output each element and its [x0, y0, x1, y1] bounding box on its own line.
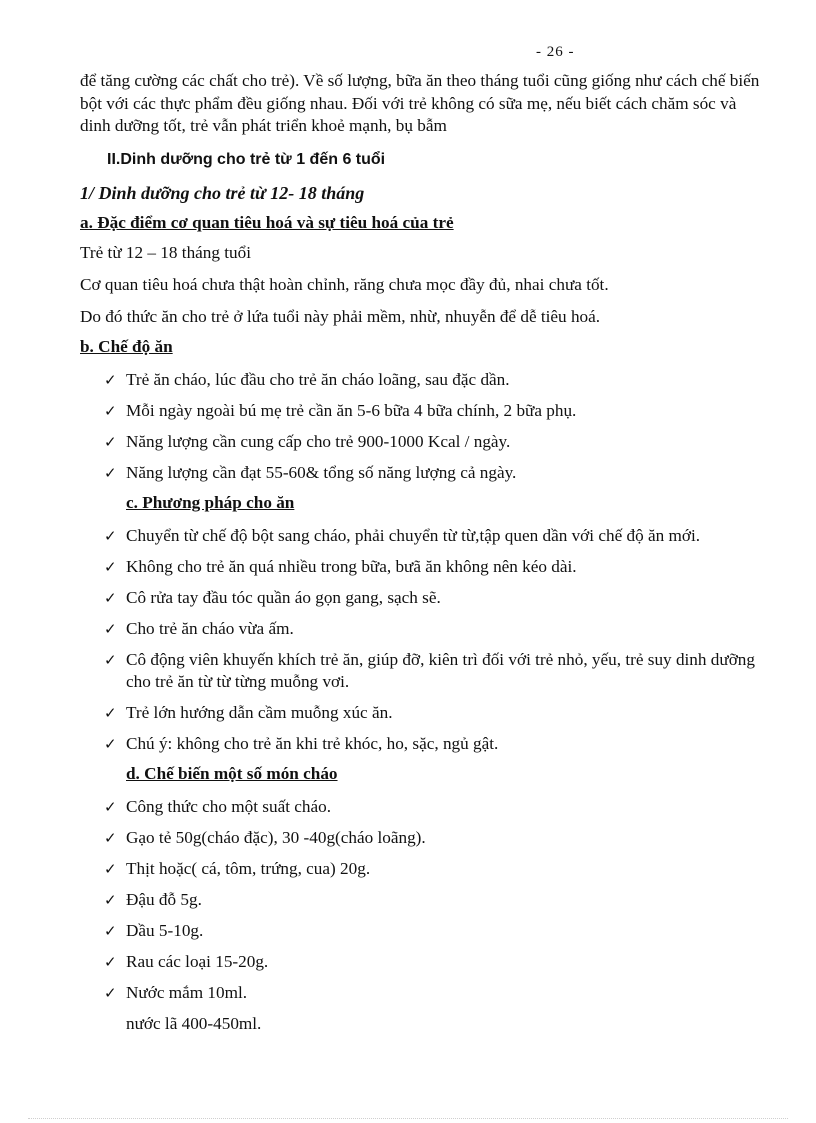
page-content: [80, 70, 770, 1035]
check-icon: ✓: [104, 828, 117, 847]
list-item: ✓ Cô rửa tay đầu tóc quần áo gọn gang, sạch sẽ.: [104, 587, 441, 607]
check-icon: ✓: [104, 734, 117, 753]
list-item: ✓ Thịt hoặc( cá, tôm, trứng, cua) 20g.: [104, 858, 371, 878]
part-a-line-3: Do đó thức ăn cho trẻ ở lứa tuổi này phải mềm, nhừ, nhuyễn để dễ tiêu hoá.: [80, 306, 601, 326]
list-item: ✓ Rau các loại 15-20g.: [104, 951, 269, 971]
part-b-list: [80, 369, 770, 484]
list-item: ✓ Trẻ lớn hướng dẫn cầm muỗng xúc ăn.: [104, 702, 393, 722]
check-icon: ✓: [104, 370, 117, 389]
list-item: ✓ Nước mắm 10ml.: [104, 982, 248, 1002]
check-icon: ✓: [104, 921, 117, 940]
list-item: ✓ Trẻ ăn cháo, lúc đầu cho trẻ ăn cháo loãng, sau đặc dần.: [104, 369, 510, 389]
section-title: II.Dinh dưỡng cho trẻ từ 1 đến 6 tuổi: [107, 150, 386, 168]
check-icon: ✓: [104, 463, 117, 482]
part-c-heading: c. Phương pháp cho ăn: [126, 492, 295, 512]
check-icon: ✓: [104, 650, 117, 669]
part-a-line-1: Trẻ từ 12 – 18 tháng tuổi: [80, 242, 252, 262]
part-c-list: [80, 525, 770, 755]
check-icon: ✓: [104, 952, 117, 971]
list-item: ✓ Không cho trẻ ăn quá nhiều trong bữa, bưã ăn không nên kéo dài.: [104, 556, 577, 576]
list-item: ✓ Cô động viên khuyến khích trẻ ăn, giúp đỡ, kiên trì đối với trẻ nhỏ, yếu, trẻ suy dinh dưỡng cho trẻ ăn từ từ từng muỗng vơi.: [104, 649, 755, 691]
subsection-title: 1/ Dinh dưỡng cho trẻ từ 12- 18 tháng: [80, 182, 365, 203]
list-item: ✓ Chuyển từ chế độ bột sang cháo, phải chuyển từ từ,tập quen dần với chế độ ăn mới.: [104, 525, 701, 545]
list-item: ✓ Chú ý: không cho trẻ ăn khi trẻ khóc, ho, sặc, ngủ gật.: [104, 733, 499, 753]
list-item: ✓ Mỗi ngày ngoài bú mẹ trẻ cần ăn 5-6 bữa 4 bữa chính, 2 bữa phụ.: [104, 400, 577, 420]
list-item: ✓ Năng lượng cần đạt 55-60& tổng số năng lượng cả ngày.: [104, 462, 517, 482]
part-d-heading: d. Chế biến một số món cháo: [126, 763, 338, 783]
part-a-line-2: Cơ quan tiêu hoá chưa thật hoàn chỉnh, răng chưa mọc đầy đủ, nhai chưa tốt.: [80, 274, 609, 294]
footer-divider: [28, 1118, 788, 1119]
part-b-heading: b. Chế độ ăn: [80, 336, 173, 356]
page-number: - 26 -: [536, 44, 575, 60]
intro-paragraph: để tăng cường các chất cho trẻ). Về số lượng, bữa ăn theo tháng tuổi cũng giống như cách chế biến bột với các thực phẩm đều giống nhau. Đối với trẻ không có sữa mẹ, nếu biết cách chăm sóc và dinh dưỡng tốt, trẻ vẫn phát triển khoẻ mạnh, bụ bẫm: [80, 71, 760, 135]
part-a-heading: a. Đặc điểm cơ quan tiêu hoá và sự tiêu hoá của trẻ: [80, 212, 454, 232]
check-icon: ✓: [104, 526, 117, 545]
list-item: ✓ Dầu 5-10g.: [104, 920, 204, 940]
list-item: ✓ Công thức cho một suất cháo.: [104, 796, 332, 816]
list-item: ✓ Năng lượng cần cung cấp cho trẻ 900-1000 Kcal / ngày.: [104, 431, 511, 451]
list-item: ✓ Cho trẻ ăn cháo vừa ấm.: [104, 618, 294, 638]
check-icon: ✓: [104, 797, 117, 816]
part-d-trailing-line: nước lã 400-450ml.: [126, 1013, 262, 1033]
check-icon: ✓: [104, 432, 117, 451]
check-icon: ✓: [104, 983, 117, 1002]
list-item: ✓ Đậu đỗ 5g.: [104, 889, 202, 909]
check-icon: ✓: [104, 588, 117, 607]
check-icon: ✓: [104, 619, 117, 638]
check-icon: ✓: [104, 557, 117, 576]
check-icon: ✓: [104, 401, 117, 420]
list-item: ✓ Gạo tẻ 50g(cháo đặc), 30 -40g(cháo loãng).: [104, 827, 426, 847]
check-icon: ✓: [104, 703, 117, 722]
check-icon: ✓: [104, 859, 117, 878]
check-icon: ✓: [104, 890, 117, 909]
part-d-list: [80, 796, 770, 1004]
